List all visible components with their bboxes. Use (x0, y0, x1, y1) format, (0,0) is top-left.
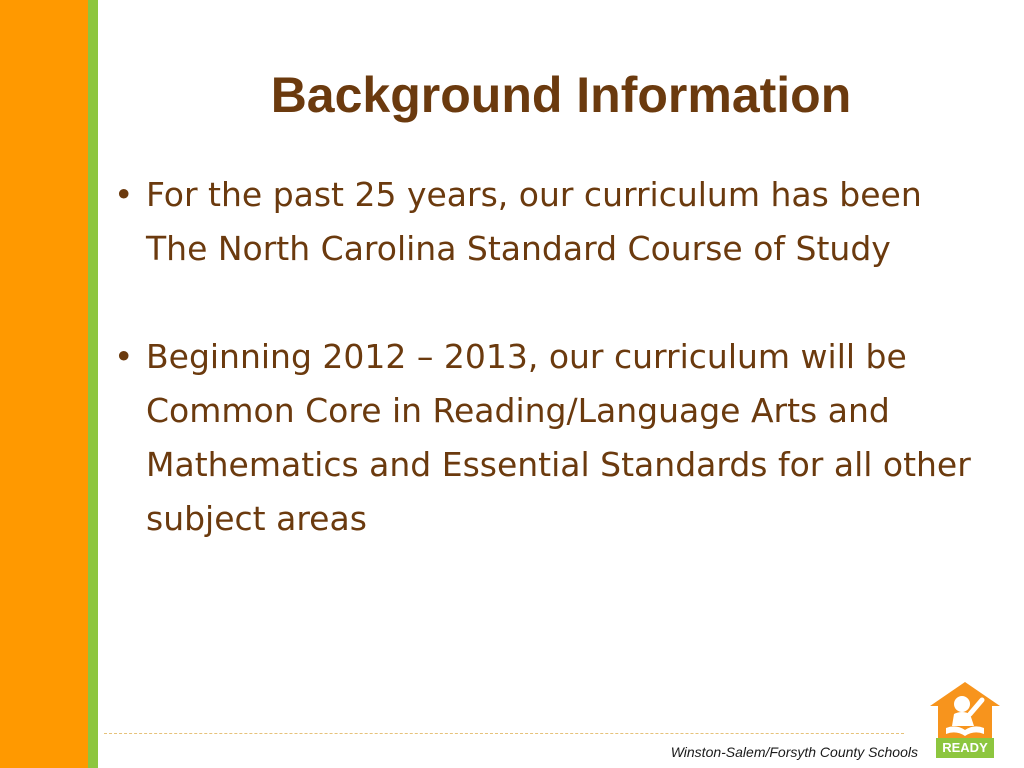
slide-title: Background Information (270, 67, 852, 123)
bullet-list (112, 168, 982, 600)
footer-divider (104, 733, 904, 734)
bullet-item (112, 330, 982, 546)
bullet-marker: • (114, 337, 134, 376)
bullet-text: Beginning 2012 – 2013, our curriculum will be Common Core in Reading/Language Arts and Mathematics and Essential Standards for all other subject areas (146, 337, 971, 538)
bullet-text: For the past 25 years, our curriculum has been The North Carolina Standard Course of Study (146, 175, 922, 268)
ready-logo (926, 680, 1004, 762)
ready-house-reader-icon (926, 680, 1004, 740)
ready-logo-label: READY (936, 738, 994, 758)
bullet-marker: • (114, 175, 134, 214)
left-green-stripe (88, 0, 98, 768)
left-orange-band (0, 0, 88, 768)
bullet-item (112, 168, 982, 276)
footer-text: Winston-Salem/Forsyth County Schools (670, 744, 918, 760)
